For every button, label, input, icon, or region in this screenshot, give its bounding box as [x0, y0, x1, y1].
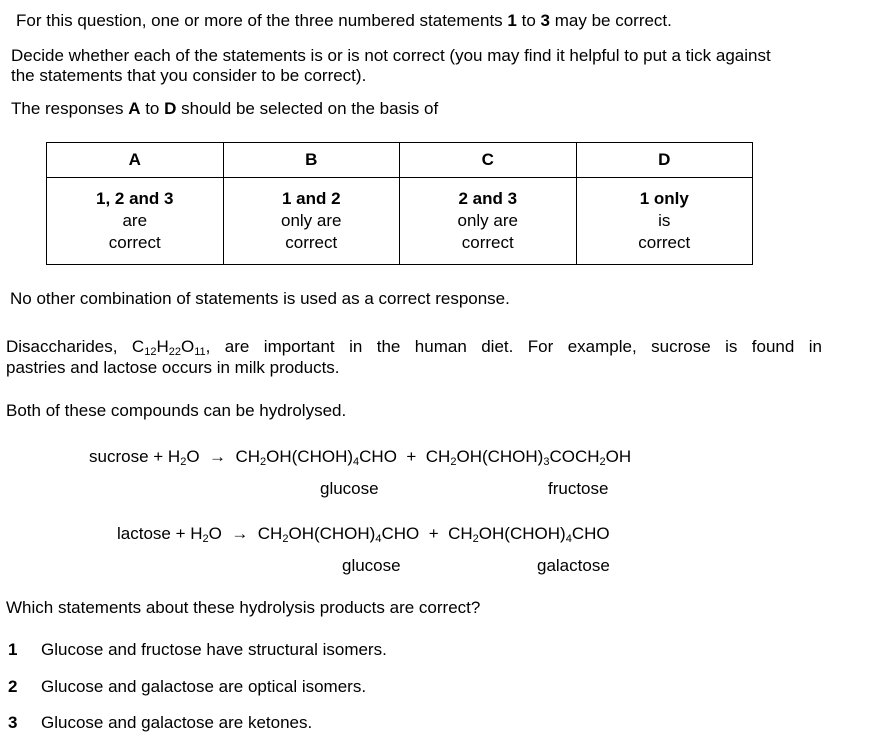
intro-line-1: Disaccharides, $C_{12}H_{22}O_{11}$, are important in the human diet. For example, sucrose is found in — [6, 337, 822, 358]
header-d: D — [576, 143, 753, 178]
instruction-line-3: the statements that you consider to be correct). — [11, 66, 367, 85]
label-glucose-1: glucose — [320, 479, 379, 498]
label-galactose: galactose — [537, 556, 610, 575]
cell-b: 1 and 2 only are correct — [223, 178, 400, 265]
statement-1: 1 Glucose and fructose have structural isomers. — [8, 640, 387, 659]
label-glucose-2: glucose — [342, 556, 401, 575]
instruction-line-1: For this question, one or more of the three numbered statements 1 to 3 may be correct. — [16, 11, 672, 30]
statement-2: 2 Glucose and galactose are optical isomers. — [8, 677, 367, 696]
statement-3: 3 Glucose and galactose are ketones. — [8, 713, 313, 732]
reaction-arrow: → — [209, 447, 226, 466]
cell-a: 1, 2 and 3 are correct — [47, 178, 224, 265]
table-row — [47, 178, 753, 265]
no-other-note: No other combination of statements is used as a correct response. — [10, 289, 510, 308]
header-c: C — [400, 143, 577, 178]
intro-line-2: pastries and lactose occurs in milk products. — [6, 358, 340, 377]
question-text: Which statements about these hydrolysis products are correct? — [6, 598, 481, 617]
header-b: B — [223, 143, 400, 178]
label-fructose: fructose — [548, 479, 609, 498]
instruction-line-2: Decide whether each of the statements is or is not correct (you may find it helpful to put a tick against — [11, 46, 771, 65]
reaction-arrow: → — [231, 524, 249, 543]
cell-c: 2 and 3 only are correct — [400, 178, 577, 265]
header-a: A — [47, 143, 224, 178]
response-key-table — [46, 142, 753, 265]
equation-sucrose: sucrose + $H_2O$ → $CH_2OH(CHOH)_4CHO$ + $CH_2OH(CHOH)_3COCH_2OH$ — [89, 447, 632, 468]
cell-d: 1 only is correct — [576, 178, 753, 265]
equation-lactose: lactose + $H_2O$ → $CH_2OH(CHOH)_4CHO$ + $CH_2OH(CHOH)_4CHO$ — [117, 524, 610, 545]
instruction-line-4: The responses A to D should be selected on the basis of — [11, 99, 439, 118]
table-header-row — [47, 143, 753, 178]
hydrolysed-statement: Both of these compounds can be hydrolysed. — [6, 401, 347, 420]
